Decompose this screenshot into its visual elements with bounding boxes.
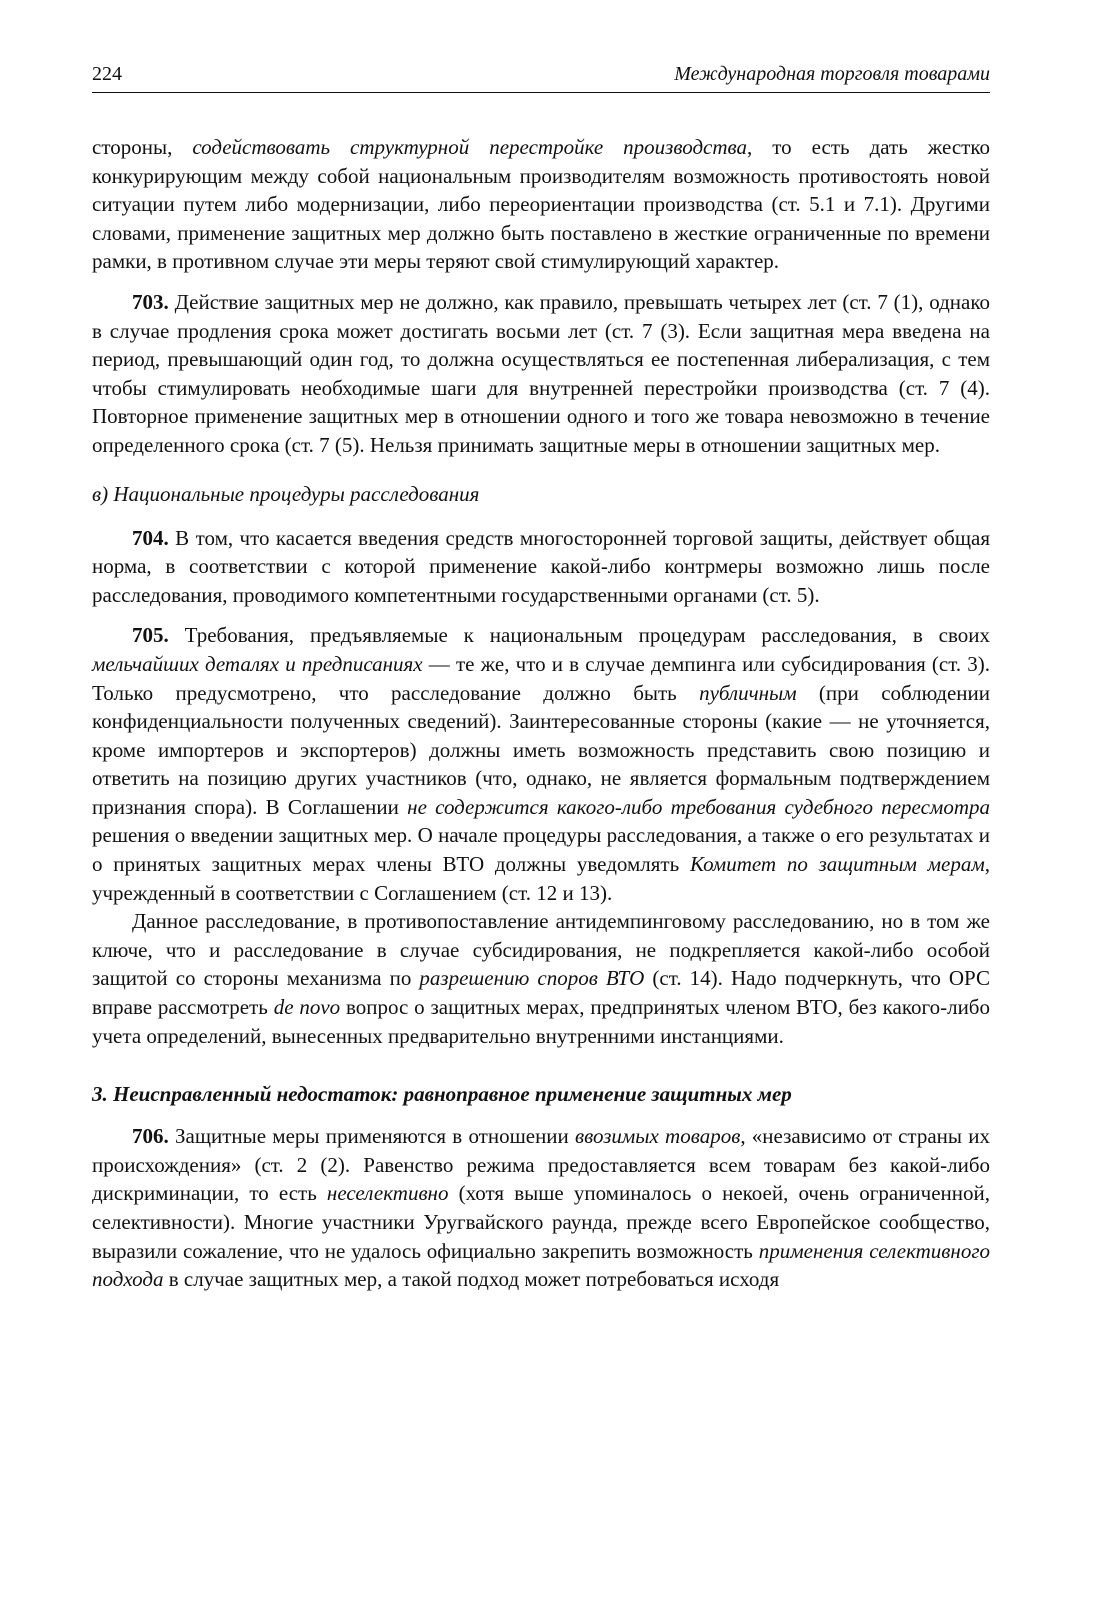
paragraph-703 [92, 288, 990, 460]
italic-run: неселективно [326, 1181, 449, 1206]
text-run: (хотя выше упоминалось о некоей, очень ограниченной, селективности). Многие участники Уругвайского раунда, прежде всего Европейское сообщество, выразили сожаление, что не удалось официально закрепить возможность [92, 1181, 990, 1263]
running-title: Международная торговля товарами [674, 63, 990, 85]
text-run: (при соблюдении конфиденциальности полученных сведений). Заинтересованные стороны (какие — не уточняется, кроме импортеров и экспортеров) должны иметь возможность представить свою позицию и ответить на позицию других участников (что, однако, не является формальным подтверждением признания спора). В Соглашении [92, 680, 991, 819]
text-run: решения о введении защитных мер. О начале процедуры расследования, а также о его результатах и о принятых защитных мерах члены ВТО должны уведомлять [92, 823, 990, 877]
italic-run: ввозимых товаров [575, 1124, 741, 1149]
paragraph-number: 706. [132, 1124, 169, 1149]
document-page [92, 62, 990, 1294]
paragraph-number: 703. [132, 289, 169, 314]
text-run: , то есть дать жестко конкурирующим между собой национальным производителям возможность противостоять новой ситуации путем либо модернизации, либо переориентации производства (ст. 5.1 и 7.1). Другими словами, применение защитных мер должно быть поставлено в жесткие ограниченные по времени рамки, в противном случае эти меры теряют свой стимулирующий характер. [92, 135, 990, 274]
text-run: стороны, [92, 135, 193, 159]
text-run: Требования, предъявляемые к национальным процедурам расследования, в своих [168, 623, 990, 648]
italic-run: Комитет по защитным мерам [689, 852, 985, 877]
paragraph-number: 704. [132, 525, 169, 550]
italic-run: разрешению споров ВТО [419, 966, 645, 991]
paragraph-704 [92, 524, 990, 610]
paragraph-706 [92, 1122, 990, 1294]
text-run: (ст. 14). Надо подчеркнуть, что ОРС вправе рассмотреть [92, 966, 991, 1020]
text-run: вопрос о защитных мерах, предпринятых членом ВТО, без какого-либо учета определений, вынесенных предварительно внутренними инстанциями. [92, 995, 990, 1048]
paragraph-705 [92, 621, 990, 907]
italic-run: de novo [273, 995, 341, 1020]
italic-run: не содержится какого-либо требования судебного пересмотра [407, 794, 990, 819]
text-run: Данное расследование, в противопоставление антидемпинговому расследованию, но в том же ключе, что и расследование в случае субсидирования, не подкрепляется какой-либо особой защитой со стороны механизма по [92, 909, 990, 991]
text-run: в случае защитных мер, а такой подход может потребоваться исходя [163, 1267, 780, 1292]
text-run: В том, что касается введения средств многосторонней торговой защиты, действует общая норма, в соответствии с которой применение какой-либо контрмеры возможно лишь после расследования, проводимого компетентными государственными органами (ст. 5). [92, 525, 990, 607]
text-run: Защитные меры применяются в отношении [168, 1124, 576, 1149]
page-header [92, 62, 990, 93]
paragraph-number: 705. [132, 623, 169, 648]
text-run: , «независимо от страны их происхождения» (ст. 2 (2). Равенство режима предоставляется всем товарам без какой-либо дискриминации, то есть [92, 1124, 990, 1206]
page-body [92, 133, 990, 1294]
italic-run: содействовать структурной перестройке производства [192, 135, 748, 159]
section-heading-3: 3. Неисправленный недостаток: равноправное применение защитных мер [92, 1082, 792, 1107]
text-run: Действие защитных мер не должно, как правило, превышать четырех лет (ст. 7 (1), однако в случае продления срока может достигать восьми лет (ст. 7 (3). Если защитная мера введена на период, превышающий один год, то должна осуществляться ее постепенная либерализация, с тем чтобы стимулировать необходимые шаги для внутренней перестройки производства (ст. 7 (4). Повторное применение защитных мер в отношении одного и того же товара невозможно в течение определенного срока (ст. 7 (5). Нельзя принимать защитные меры в отношении защитных мер. [92, 289, 990, 457]
paragraph-705-continued [92, 907, 990, 1050]
paragraph-continuation [92, 133, 990, 276]
page-number: 224 [92, 63, 122, 85]
italic-run: применения селективного подхода [92, 1238, 991, 1292]
text-run: — те же, что и в случае демпинга или субсидирования (ст. 3). Только предусмотрено, что расследование должно быть [92, 651, 990, 705]
italic-run: мельчайших деталях и предписаниях [92, 651, 423, 676]
subheading-v: в) Национальные процедуры расследования [92, 481, 480, 506]
text-run: , учрежденный в соответствии с Соглашением (ст. 12 и 13). [92, 852, 990, 905]
italic-run: публичным [699, 680, 797, 705]
